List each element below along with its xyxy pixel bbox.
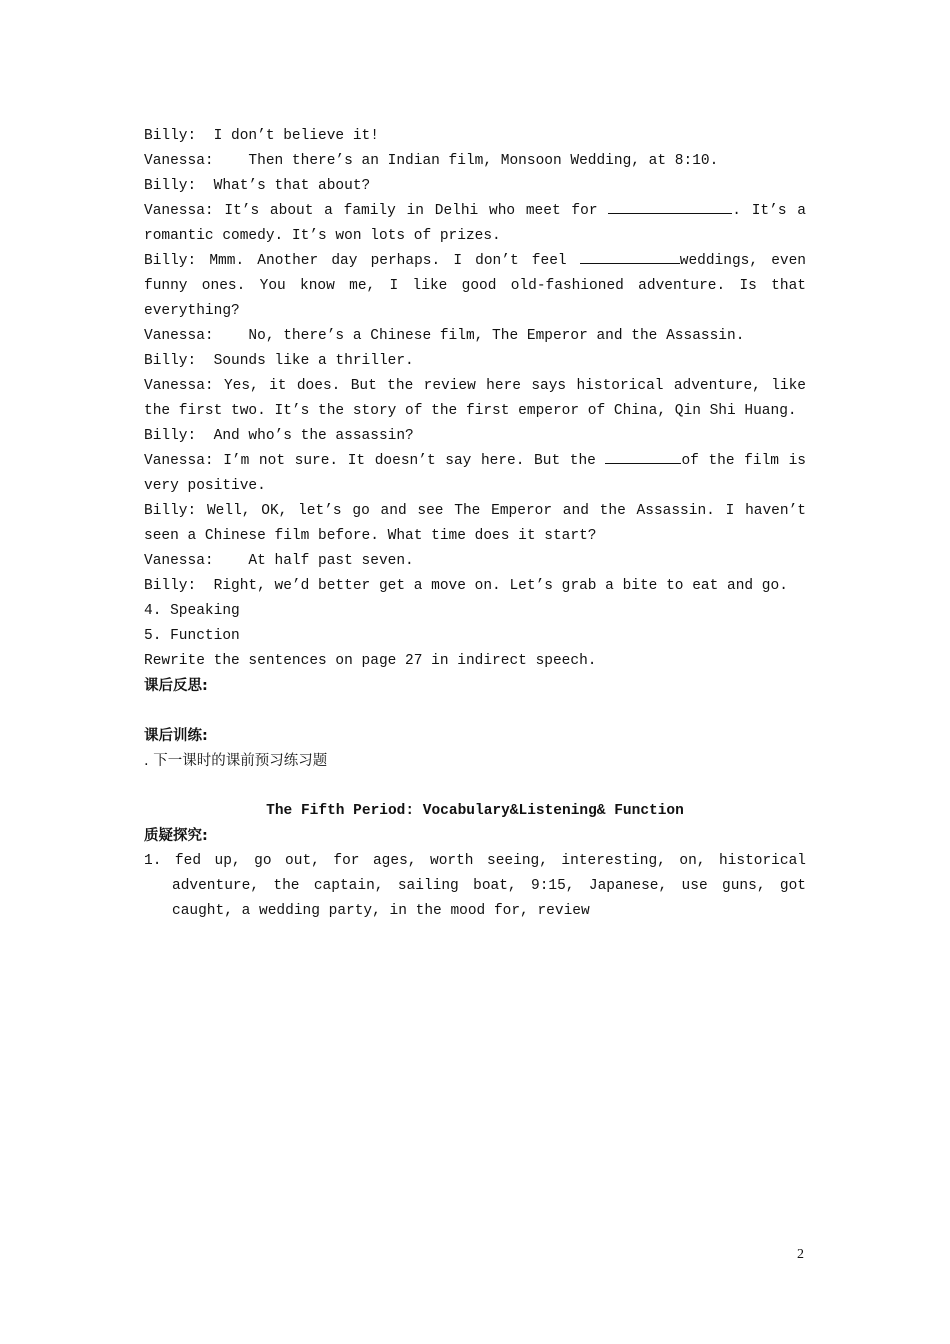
dialogue-line: Billy: What’s that about? bbox=[144, 178, 371, 194]
dialogue-paragraph-not-sure: Vanessa: I’m not sure. It doesn’t say here. But the of the film is very positive. bbox=[144, 449, 806, 499]
dialogue-line: Billy: Right, we’d better get a move on. Let’s grab a bite to eat and go. bbox=[144, 578, 788, 594]
page-number: 2 bbox=[797, 1247, 804, 1262]
dialogue-line: Billy: And who’s the assassin? bbox=[144, 428, 414, 444]
dialogue-line: Vanessa: No, there’s a Chinese film, The Emperor and the Assassin. bbox=[144, 328, 745, 344]
reflection-heading: 课后反思: bbox=[144, 678, 208, 694]
inquiry-item: 1. fed up, go out, for ages, worth seeing, interesting, on, historical adventure, the captain, sailing boat, 9:15, Japanese, use guns, got caught, a wedding party, in the mood for, review bbox=[144, 853, 806, 919]
dialogue-line: Billy: I don’t believe it! bbox=[144, 128, 379, 144]
section-item: 5. Function bbox=[144, 628, 240, 644]
fill-in-blank[interactable] bbox=[605, 449, 681, 464]
dialogue-paragraph-mood: Billy: Mmm. Another day perhaps. I don’t feel weddings, even funny ones. You know me, I like good old-fashioned adventure. Is that everything? bbox=[144, 249, 806, 324]
period-title: The Fifth Period: Vocabulary&Listening& Function bbox=[266, 803, 684, 819]
dialogue-paragraph-well: Billy: Well, OK, let’s go and see The Emperor and the Assassin. I haven’t seen a Chinese film before. What time does it start? bbox=[144, 503, 806, 544]
section-item: 4. Speaking bbox=[144, 603, 240, 619]
training-item: . 下一课时的课前预习练习题 bbox=[144, 753, 328, 769]
dialogue-paragraph-review: Vanessa: Yes, it does. But the review here says historical adventure, like the first two. It’s the story of the first emperor of China, Qin Shi Huang. bbox=[144, 378, 806, 419]
fill-in-blank[interactable] bbox=[608, 199, 732, 214]
dialogue-line: Billy: Sounds like a thriller. bbox=[144, 353, 414, 369]
dialogue-paragraph-delhi: Vanessa: It’s about a family in Delhi who meet for . It’s a romantic comedy. It’s won lots of prizes. bbox=[144, 199, 806, 249]
instruction-line: Rewrite the sentences on page 27 in indirect speech. bbox=[144, 653, 597, 669]
document-body bbox=[144, 124, 806, 924]
inquiry-heading: 质疑探究: bbox=[144, 828, 208, 844]
training-heading: 课后训练: bbox=[144, 728, 208, 744]
dialogue-line: Vanessa: Then there’s an Indian film, Monsoon Wedding, at 8:10. bbox=[144, 153, 719, 169]
dialogue-line: Vanessa: At half past seven. bbox=[144, 553, 414, 569]
fill-in-blank[interactable] bbox=[580, 249, 680, 264]
